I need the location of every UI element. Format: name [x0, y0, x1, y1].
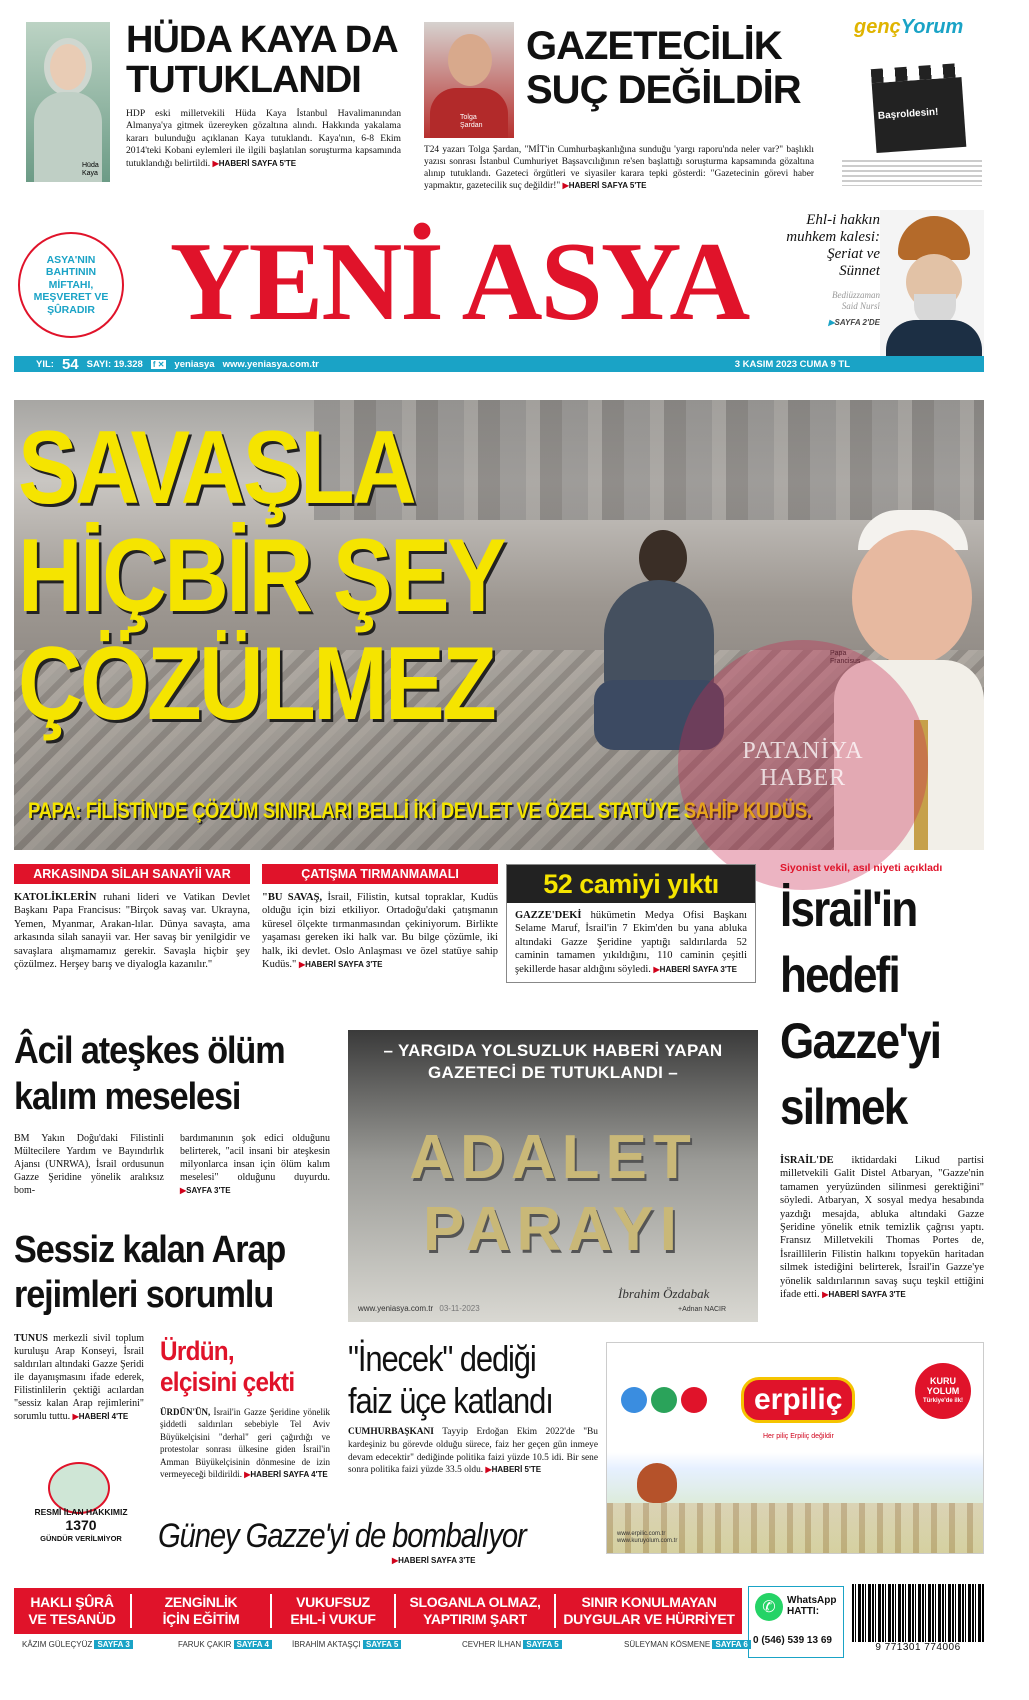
ateskes-body-right: bardımanının şok edici olduğunu belirterek, "acil insani bir ateşkesin milyonlarca insan için ölüm kalım meselesi" olduğunu duyurdu. ▶SAYFA 3'TE [180, 1133, 330, 1195]
story-faiz [348, 1338, 598, 1477]
pope-francis-photo: Papa Francisus [834, 510, 984, 850]
erpilic-logo: erpiliç [741, 1377, 855, 1423]
israil-headline: İsrail'in hedefi Gazze'yi silmek [780, 881, 941, 1135]
year-number: 54 [61, 355, 79, 373]
tolga-sardan-photo [424, 22, 514, 138]
story-israil [780, 862, 984, 1301]
catisma-kicker: ÇATIŞMA TIRMANMAMALI [262, 864, 498, 884]
footer-col-1[interactable]: HAKLI ŞÛRÂ VE TESANÜD [14, 1594, 132, 1628]
ateskes-headline: Âcil ateşkes ölüm kalım meselesi [14, 1030, 285, 1118]
huda-ref[interactable]: ▶HABERİ SAYFA 5'TE [212, 158, 297, 168]
israil-kicker: Siyonist vekil, asıl niyeti açıkladı [780, 862, 943, 874]
info-bar: YIL: 54 SAYI: 19.328 f ✕ yeniasya www.yeniasya.com.tr 3 KASIM 2023 CUMA 9 TL [14, 356, 984, 372]
story-camii [506, 864, 756, 983]
story-guney-gazze: Güney Gazze'yi de bombalıyor ▶HABERİ SAYFA 3'TE [158, 1516, 608, 1565]
rooster-icon [637, 1463, 677, 1503]
catisma-body: "BU SAVAŞ, İsrail, Filistin, kutsal topraklar, Kudüs olduğu için bizi etkiliyor. Ortadoğu'daki çatışmanın küresel ölçekte tırmanmasından çekiniyorum. Birlikte yaşaması gereken iki halk var. Bu bilge çözümle, iki halk, iki devlet. Oslo Anlaşması ve özel statüye sahip Kudüs." ▶HABERİ SAYFA 3'TE [262, 892, 498, 971]
footer-col-2[interactable]: ZENGİNLİK İÇİN EĞİTİM [132, 1594, 272, 1628]
masthead-quote: Ehl-i hakkın muhkem kalesi: Şeriat ve Sünnet Bediüzzaman Said Nursî ▶SAYFA 2'DE [786, 212, 880, 327]
camii-headline: 52 camiyi yıktı [507, 865, 755, 903]
story-catisma [262, 864, 498, 971]
cartoon-adalet-parayi: – YARGIDA YOLSUZLUK HABERİ YAPAN GAZETECİ DE TUTUKLANDI – ADALET PARAYI www.yeniasya.com.tr 03-11-2023 İbrahim Özdabak +Adnan NACIR [348, 1030, 758, 1322]
erpilic-ad[interactable]: erpiliç Her piliç Erpiliç değildir KURU YOLUM Türkiye'de ilk! www.erpilic.com.tr www.kuruyolum.com.tr [606, 1342, 984, 1554]
gazetecilik-body: T24 yazarı Tolga Şardan, "MİT'in Cumhurbaşkanlığına sunduğu 'yargı raporu'nda neler var?" başlıklı yazısı sonrası İstanbul Cumhuriyet Başsavcılığının re'sen başlattığı soruşturma kapsamında gözaltına alınıp tutuklandı. Gazeteci örgütleri ve siyasiler karara tepki gösterdi: "Gazetecinin görevi haber yapmaktır, gazetecilik suç değildir!" ▶HABERİ SAFYA 5'TE [424, 145, 814, 191]
whatsapp-phone[interactable]: 0 (546) 539 13 69 [753, 1635, 832, 1646]
cartoon-banner: – YARGIDA YOLSUZLUK HABERİ YAPAN GAZETECİ DE TUTUKLANDI – [383, 1041, 723, 1082]
israil-body: İSRAİL'DE iktidardaki Likud partisi milletvekili Galit Distel Atbaryan, "Gazze'nin tamamen yeryüzünden silinmesi gerektiğini" söyledi. Atbaryan, X sosyal medya hesabında yazdığı mesajda, abluka altındaki Gazze Şeridine yönelik etnik temizlik çağrısı yaptı. Fransız Milletvekili Thomas Portes de, İsraillilerin Filistin halkını topyekün haritadan silmek istediğini belirterek, İsrail'in Gazze'ye yönelik saldırılarının savaş suçu teşkil ettiğini ifade etti. ▶HABERİ SAYFA 3'TE [780, 1155, 984, 1301]
columnist-bar [14, 1588, 742, 1634]
barcode: 9 771301 774006 [852, 1584, 984, 1660]
story-urdun [160, 1336, 330, 1481]
faiz-headline: "İnecek" dediği faiz üçe katlandı [348, 1338, 553, 1421]
social-icons: f ✕ [152, 359, 165, 369]
tolga-caption-1: Tolga [460, 114, 477, 121]
genc-yorum-promo[interactable] [834, 10, 994, 200]
story-ateskes [14, 1028, 344, 1196]
footer-col-4[interactable]: SLOGANLA OLMAZ, YAPTIRIM ŞART [396, 1594, 556, 1628]
whatsapp-hotline[interactable]: ✆ WhatsApp HATTI: 0 (546) 539 13 69 [748, 1586, 844, 1658]
masthead-title[interactable]: YENİ ASYA [169, 220, 749, 344]
faiz-body: CUMHURBAŞKANI Tayyip Erdoğan Ekim 2022'de "Bu kardeşiniz bu görevde olduğu sürece, faiz her geçen gün inmeye devam edecektir" dediğinde politika faizi yüzde 10.5 idi. Bir sene sonra politika faizi yüzde 33.5 oldu. ▶HABERİ 5'TE [348, 1427, 598, 1476]
guney-gazze-headline: Güney Gazze'yi de bombalıyor [158, 1517, 526, 1555]
urdun-body: ÜRDÜN'ÜN, İsrail'in Gazze Şeridine yönelik şiddetli saldırıları sebebiyle Tel Aviv Büyükelçisini "derhal" geri çağırdığı ve protestolar sonrası ülkesine giden İsrail'in Amman Büyükelçisinin dönmesine de izin vermeyeceği bildirildi. ▶HABERİ SAYFA 4'TE [160, 1407, 330, 1480]
silah-kicker: ARKASINDA SİLAH SANAYİİ VAR [14, 864, 250, 884]
kuru-yolum-badge: KURU YOLUM Türkiye'de ilk! [915, 1363, 971, 1419]
gazetecilik-ref[interactable]: ▶HABERİ SAFYA 5'TE [562, 181, 647, 190]
camii-body: GAZZE'DEKİ hükümetin Medya Ofisi Başkanı Selame Maruf, İsrail'in 7 Ekim'den bu yana abluka altındaki Gazze Şeridine yaptığı saldırılarda 52 caminin tamamen yıkıldığını, 110 caminin çeşitli şekillerde hasar aldığını söyledi. ▶HABERİ SAYFA 3'TE [515, 910, 747, 975]
columnist-authors: KÂZIM GÜLEÇYÜZ SAYFA 3 FARUK ÇAKIR SAYFA 4 İBRAHİM AKTAŞÇI SAYFA 5 CEVHER İLHAN SAYFA 5 SÜLEYMAN KÖSMENE SAYFA 6 [14, 1640, 742, 1654]
cartoon-title: ADALET PARAYI [409, 1123, 697, 1264]
lead-subhead: PAPA: FİLİSTİN'DE ÇÖZÜM SINIRLARI BELLİ İKİ DEVLET VE ÖZEL STATÜYE SAHİP KUDÜS. [28, 798, 812, 823]
silah-body: KATOLİKLERİN ruhani lideri ve Vatikan Devlet Başkanı Papa Francisus: "Birçok savaş var. Ukrayna, Yemen, Myanmar, Arakan-lılar. Dünya savaşta, ama arkasında silah sanayii var. Her savaş bir yenilgidir ve savaşlara alışmamamız gerekir. Savaşla hiçbir şey çözülmez. Herşey barış ve diyalogla kazanılır." [14, 892, 250, 971]
clapperboard-icon: Başroldesin! [872, 77, 967, 153]
huda-body: HDP eski milletvekili Hüda Kaya İstanbul Havalimanından Almanya'ya gitmek üzereyken gözaltına alındı. Hakkında yakalama kararı bulunduğu açıklanan Kaya tutuklandı. Kaya'nın, 6-8 Ekim 2014'teki Kobani eylemleri ile ilgili başlatılan soruşturma kapsamında tutuklandığı belirtildi. ▶HABERİ SAYFA 5'TE [126, 108, 401, 169]
resmi-ilan-badge: RESMÎ İLAN HAKKIMIZ 1370 GÜNDÜR VERİLMİYOR [14, 1462, 148, 1554]
huda-caption-1: Hüda [82, 162, 99, 169]
footer-col-3[interactable]: VUKUFSUZ EHL-İ VUKUF [272, 1594, 396, 1628]
resmi-ilan-count: 1370 [65, 1517, 97, 1533]
ateskes-body-left: BM Yakın Doğu'daki Filistinli Mültecilere Yardım ve Bayındırlık Ajansı (UNRWA), İsrail ordusunun Gazze Şeridine yönelik aralıksız bom- [14, 1133, 164, 1196]
tolga-caption-2: Şardan [460, 122, 483, 129]
said-nursi-portrait [880, 210, 984, 356]
lead-headline: SAVAŞLA HİÇBİR ŞEY ÇÖZÜLMEZ [18, 410, 505, 742]
erpilic-certificates [621, 1387, 707, 1413]
huda-headline: HÜDA KAYA DA TUTUKLANDI [126, 19, 398, 101]
genc-yorum-logo: gençYorum [854, 16, 964, 38]
huda-caption-2: Kaya [82, 170, 98, 177]
footer-col-5[interactable]: SINIR KONULMAYAN DUYGULAR VE HÜRRİYET [563, 1594, 735, 1627]
top-story-huda [14, 14, 404, 200]
arap-body: TUNUS merkezli sivil toplum kuruluşu Arap Konseyi, İsrail saldırıları altındaki Gazze Şeridi ile dayanışmasını ifade ederek, Filistinlilerin çektiği acılardan "sessiz kalan Arap rejimlerini" sorumlu tuttu. ▶HABERİ 4'TE [14, 1333, 144, 1422]
gazetecilik-headline: GAZETECİLİK SUÇ DEĞİLDİR [526, 24, 801, 112]
top-story-gazetecilik [420, 14, 820, 200]
huda-kaya-photo [26, 22, 110, 182]
cartoon-footer: www.yeniasya.com.tr 03-11-2023 [358, 1304, 480, 1313]
story-silah [14, 864, 250, 971]
pataniya-watermark: PATANİYA HABER [678, 640, 928, 890]
motto-badge: ASYA'NIN BAHTININ MİFTAHI, MEŞVERET VE ŞÛRADIR [18, 232, 124, 338]
urdun-headline: Ürdün, elçisini çekti [160, 1336, 295, 1397]
arap-headline: Sessiz kalan Arap rejimleri sorumlu [14, 1229, 286, 1316]
cartoonist-signature: İbrahim Özdabak [618, 1286, 710, 1301]
whatsapp-icon: ✆ [755, 1593, 783, 1621]
